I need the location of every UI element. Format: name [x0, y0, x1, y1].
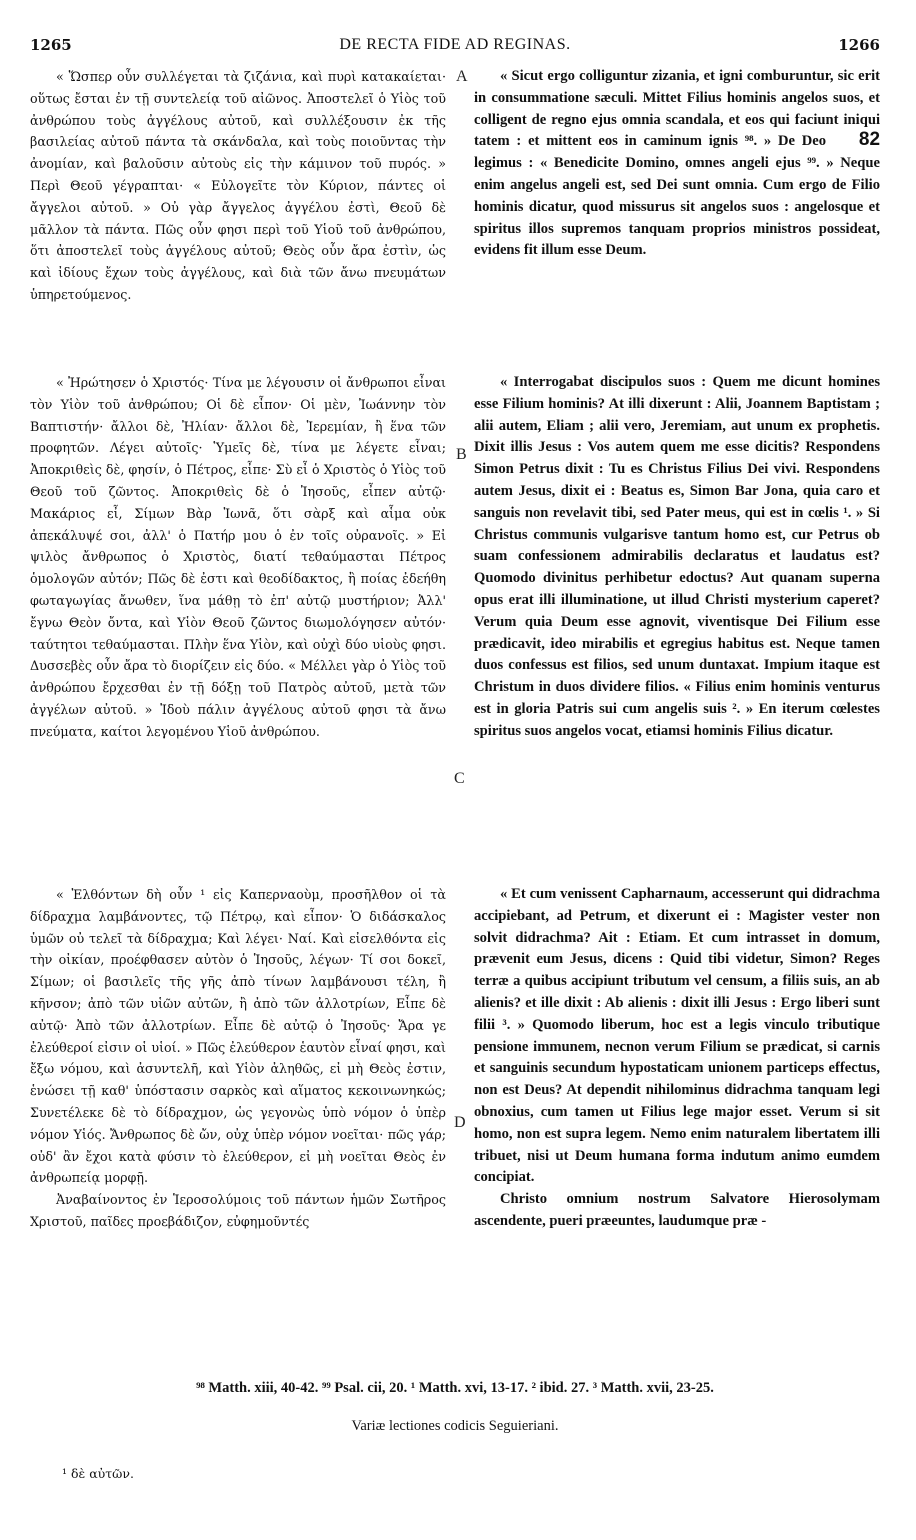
margin-letter-c: C: [454, 770, 465, 787]
greek-paragraph: Ἀναβαίνοντος ἐν Ἱεροσολύμοις τοῦ πάντων ἡμῶν Σωτῆρος Χριστοῦ, παῖδες προεβάδιζον, εὐφημοῦντές: [30, 1192, 446, 1229]
margin-letter-d: D: [454, 1114, 466, 1131]
variant-note: ¹ δὲ αὐτῶν.: [62, 1466, 134, 1481]
page-number-left: 1265: [30, 36, 72, 54]
variants-heading: Variæ lectiones codicis Seguieriani.: [351, 1418, 559, 1434]
latin-paragraph: « Et cum venissent Capharnaum, accesserunt qui didrachma accipiebant, ad Petrum, et dixerunt ei : Magister vester non solvit didrachma? Ait : Etiam. Et cum intrasset in domum, prævenit eum Jesus, dicens : Quid tibi videtur, Simon? Reges terræ a quibus accipiunt tributum vel censum, a filiis suis, an ab alienis? et ille dixit : Ab alienis : dixit illi Jesus : Ergo liberi sunt filii ³. » Quomodo liberum, hoc est a legis vinculo tributique pensione immunem, necnon verum Filium se prædicat, si carnis et sanguinis secundum hypostaticam unionem particeps effectus, non est Deus? At dependit nihilominus didrachma tanquam legi obnoxius, cum tamen ut Filius lege major esset. Verum si sit homo, non est supra legem. Nemo enim naturalem libertatem illi tribuet, nisi ut Deum humana forma indutum animo eumdem concipiat.: [474, 886, 880, 1186]
margin-letter-a: A: [456, 68, 468, 85]
running-header: [30, 36, 880, 58]
latin-text: legimus : « Benedicite Domino, omnes angeli ejus ⁹⁹. » Neque enim angelus angeli est, sed Dei sunt omnia. Cum ergo de Filio hominis dicatur, quod missurus sit angelos suos : angelosque et spiritus illos supremos tanquam proprios ministros possideat, evidens fit illum esse Deum.: [474, 155, 880, 259]
running-title: DE RECTA FIDE AD REGINAS.: [339, 36, 571, 53]
latin-column-section-3: [474, 884, 880, 1233]
latin-column-section-1: [474, 66, 880, 262]
latin-column-section-2: [474, 372, 880, 743]
greek-column-section-3: [30, 884, 446, 1233]
latin-text: « Sicut ergo colliguntur zizania, et igni comburuntur, sic erit in consummatione sæculi. Mittet Filius hominis angelos suos, et colligent de regno ejus omnia scandala, et eos qui faciunt iniqui tatem : et mittent eos in caminum ignis ⁹⁸. » De Deo: [474, 68, 880, 150]
latin-paragraph: [474, 66, 880, 262]
greek-paragraph: « Ὥσπερ οὖν συλλέγεται τὰ ζιζάνια, καὶ πυρὶ κατακαίεται· οὕτως ἔσται ἐν τῇ συντελείᾳ τοῦ αἰῶνος. Ἀποστελεῖ ὁ Υἱὸς τοῦ ἀνθρώπου τοὺς ἀγγέλους αὐτοῦ, καὶ συλλέξουσιν ἐκ τῆς βασιλείας αὐτοῦ πάντα τὰ σκάνδαλα, καὶ τοὺς ποιοῦντας τὴν ἀνομίαν, καὶ βαλοῦσιν αὐτοὺς εἰς τὴν κάμινον τοῦ πυρός. » Περὶ Θεοῦ γέγραπται· « Εὐλογεῖτε τὸν Κύριον, πάντες οἱ ἄγγελοι αὐτοῦ. » Οὐ γὰρ ἄγγελος ἀγγέλου ἐστὶ, Θεοῦ δὲ μᾶλλον τὰ πάντα. Πῶς οὖν φησι περὶ τοῦ Υἱοῦ τοῦ ἀνθρώπου, ὅτι ἀποστελεῖ τοὺς ἀγγέλους αὐτοῦ; Θεὸς οὖν ἄρα ἐστὶν, ὡς καὶ ἰδίους ἔχων τοὺς ἀγγέλους, καὶ διὰ τῶν ἄνω πνευμάτων ὑπηρετούμενος.: [30, 69, 446, 302]
greek-column-section-1: [30, 66, 446, 306]
latin-paragraph: Christo omnium nostrum Salvatore Hierosolymam ascendente, pueri præeuntes, laudumque præ -: [474, 1191, 880, 1229]
margin-letter-b: B: [456, 446, 467, 463]
scripture-footnotes: ⁹⁸ Matth. xiii, 40-42. ⁹⁹ Psal. cii, 20. ¹ Matth. xvi, 13-17. ² ibid. 27. ³ Matth. xvii, 23-25.: [196, 1380, 714, 1396]
page-number-right: 1266: [838, 36, 880, 54]
column-number: 82: [858, 129, 881, 151]
latin-paragraph: « Interrogabat discipulos suos : Quem me dicunt homines esse Filium hominis? At illi dixerunt : Alii, Joannem Baptistam ; alii autem, Eliam ; alii vero, Jeremiam, aut unum ex prophetis. Dixit illis Jesus : Vos autem quem me esse dicitis? Respondens Simon Petrus dixit : Tu es Christus Filius Dei vivi. Respondens autem Jesus, dixit ei : Beatus es, Simon Bar Jona, quia caro et sanguis non revelavit tibi, sed Pater meus, qui est in cœlis ¹. » Si Christus communis vulgarisve tantum homo est, cur Petrus ob suam confessionem admirabilis declaratus et laudatus est? Quomodo divinitus perhibetur edoctus? Aut quanam superna opus erat illi illuminatione, ut illud Christi mysterium caperet? Verum quia Deum esse agnovit, viventisque Dei Filium esse prædicavit, ideo mirabilis et egregius habitus est. Neque tamen duos confessus est filios, sed unum duntaxat. Impium itaque est Christum in duos dividere filios. « Filius enim hominis venturus est in gloria Patris sui cum angelis suis ². » En iterum cœlestes spiritus suos angelos vocat, etiamsi hominis Filius dicatur.: [474, 374, 880, 739]
greek-column-section-2: [30, 372, 446, 743]
greek-paragraph: « Ἠρώτησεν ὁ Χριστός· Τίνα με λέγουσιν οἱ ἄνθρωποι εἶναι τὸν Υἱὸν τοῦ ἀνθρώπου; Οἱ δὲ εἶπον· Οἱ μὲν, Ἰωάννην τὸν Βαπτιστήν· ἄλλοι δὲ, Ἠλίαν· ἄλλοι δὲ, Ἱερεμίαν, ἢ ἕνα τῶν προφητῶν. Λέγει αὐτοῖς· Ὑμεῖς δὲ, τίνα με λέγετε εἶναι; Ἀποκριθεὶς δὲ, φησίν, ὁ Πέτρος, εἶπε· Σὺ εἶ ὁ Χριστὸς ὁ Υἱὸς τοῦ Θεοῦ τοῦ ζῶντος. Ἀποκριθεὶς δὲ ὁ Ἰησοῦς, εἶπεν αὐτῷ· Μακάριος εἶ, Σίμων Βὰρ Ἰωνᾶ, ὅτι σὰρξ καὶ αἷμα οὐκ ἀπεκάλυψέ σοι, ἀλλ' ὁ Πατήρ μου ὁ ἐν τοῖς οὐρανοῖς. » Εἰ ψιλὸς ἄνθρωπος ὁ Χριστὸς, διατί τεθαύμασται Πέτρος ὁμολογῶν αὐτόν; Πῶς δὲ ἐστι καὶ θεοδίδακτος, ἢ ποίας ἐδεήθη φωταγωγίας ἄνωθεν, ἵνα μάθῃ τὸ ἐπ' αὐτῷ μυστήριον; Ἀλλ' ἔγνω Θεὸν ὄντα, καὶ Υἱὸν Θεοῦ ζῶντος διωμολόγησεν αὐτόν· ταύτητοι τεθαύμασται. Πλὴν ἕνα Υἱὸν, καὶ οὐχὶ δύο υἱοὺς φησι. Δυσσεβὲς οὖν ἄρα τὸ διορίζειν εἰς δύο. « Μέλλει γὰρ ὁ Υἱὸς τοῦ ἀνθρώπου ἔρχεσθαι ἐν τῇ δόξῃ τοῦ Πατρὸς αὐτοῦ, μετὰ τῶν ἀγγέλων αὐτοῦ. » Ἰδοὺ πάλιν ἀγγέλους αὐτοῦ φησι τὰ ἄνω πνεύματα, καίτοι λεγομένου Υἱοῦ ἀνθρώπου.: [30, 375, 446, 739]
greek-paragraph: « Ἐλθόντων δὴ οὖν ¹ εἰς Καπερναοὺμ, προσῆλθον οἱ τὰ δίδραχμα λαμβάνοντες, τῷ Πέτρῳ, καὶ εἶπον· Ὁ διδάσκαλος ὑμῶν οὐ τελεῖ τὰ δίδραχμα; Καὶ λέγει· Ναί. Καὶ εἰσελθόντα εἰς τὴν οἰκίαν, προέφθασεν αὐτὸν ὁ Ἰησοῦς, λέγων· Τί σοι δοκεῖ, Σίμων; οἱ βασιλεῖς τῆς γῆς ἀπὸ τίνων λαμβάνουσι τέλη, ἢ κῆνσον; ἀπὸ τῶν υἱῶν αὐτῶν, ἢ ἀπὸ τῶν ἀλλοτρίων, Εἶπε δὲ αὐτῷ· Ἀπὸ τῶν ἀλλοτρίων. Εἶπε δὲ αὐτῷ ὁ Ἰησοῦς· Ἄρα γε ἐλεύθεροί εἰσιν οἱ υἱοί. » Πῶς ἐλεύθερον ἑαυτὸν εἶναί φησι, καὶ ἔξω νόμου, καὶ ἀσυντελῆ, καὶ Υἱὸν ἀληθῶς, εἰ μὴ Θεὸς ἐστιν, ἑνώσει τῇ καθ' ὑπόστασιν σαρκὸς καὶ αἵματος κεκοινωνηκώς; Συνετέλεκε δὲ τὸ δίδραχμον, ὡς γεγονὼς ὑπὸ νόμον ὁ ὑπὲρ νόμον Υἱός. Ἄνθρωπος δὲ ὤν, οὐχ ὑπὲρ νόμον νοεῖται· πῶς γάρ; οὐδ' ἂν ἔχοι κατὰ φύσιν τὸ ἐλεύθερον, εἰ μὴ νοεῖται Θεὸς ἐν ἀνθρωπείᾳ μορφῇ.: [30, 887, 446, 1186]
